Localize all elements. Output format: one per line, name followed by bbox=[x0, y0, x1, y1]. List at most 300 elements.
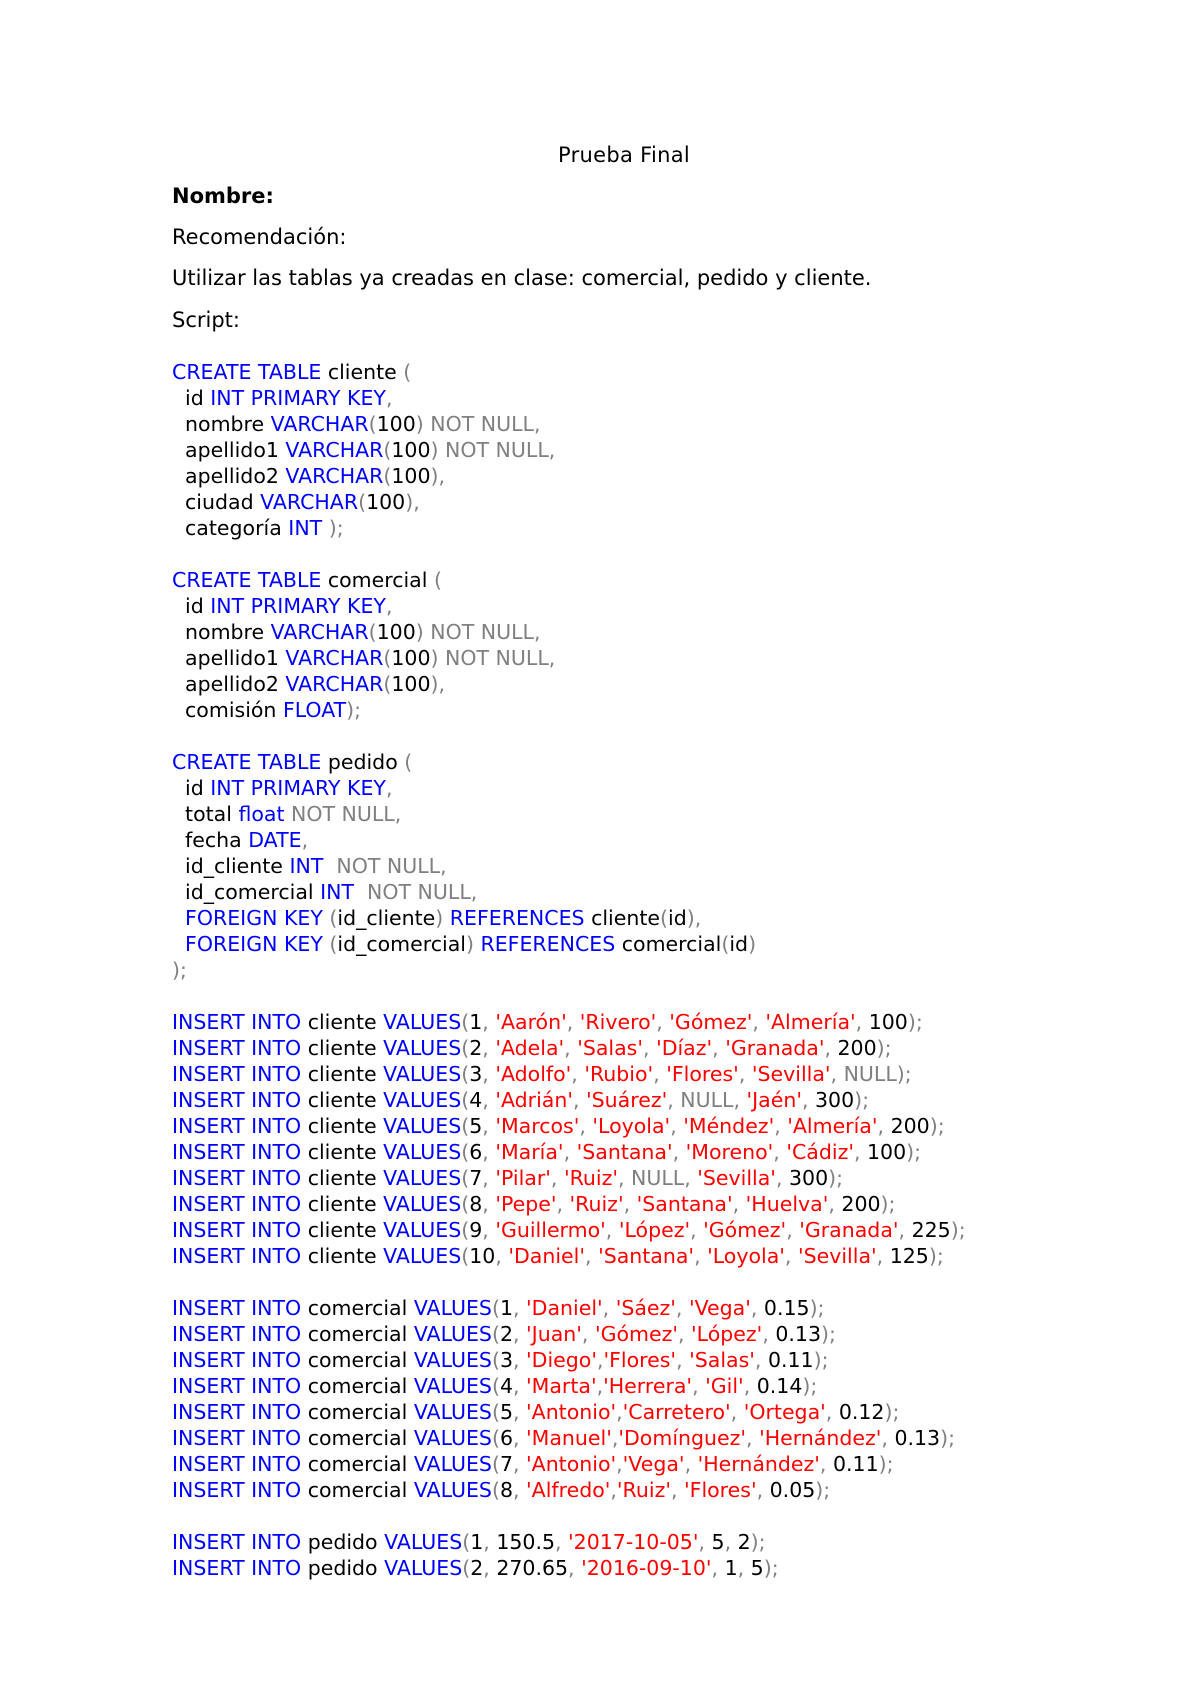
code-token: , bbox=[855, 1010, 869, 1034]
code-token: 'Santana' bbox=[636, 1192, 733, 1216]
code-token: , bbox=[670, 1478, 685, 1502]
code-token: 1 bbox=[470, 1530, 484, 1554]
code-token: 300 bbox=[789, 1166, 829, 1190]
code-token: INT PRIMARY KEY bbox=[210, 386, 386, 410]
code-token: 270.65 bbox=[496, 1556, 569, 1580]
code-token: 7 bbox=[499, 1452, 513, 1476]
code-token: 100 bbox=[366, 490, 406, 514]
code-token: 200 bbox=[841, 1192, 881, 1216]
code-token: , bbox=[585, 1244, 599, 1268]
code-token: ( bbox=[461, 1062, 470, 1086]
code-token: ( bbox=[383, 672, 392, 696]
code-token: ); bbox=[802, 1374, 818, 1398]
code-token: float bbox=[238, 802, 285, 826]
code-token: id_cliente bbox=[337, 906, 436, 930]
code-token: , bbox=[698, 1530, 712, 1554]
code-token: , bbox=[653, 1062, 667, 1086]
code-token: 'Carretero' bbox=[622, 1400, 731, 1424]
code-token: , bbox=[568, 1556, 582, 1580]
code-token: 'Flores' bbox=[684, 1478, 757, 1502]
code-token: , bbox=[482, 1166, 496, 1190]
code-token: , bbox=[564, 1036, 578, 1060]
code-token: , bbox=[738, 1062, 752, 1086]
code-token: ( bbox=[721, 932, 730, 956]
code-token: , bbox=[775, 1166, 789, 1190]
code-token: VALUES bbox=[383, 1192, 462, 1216]
code-token: , bbox=[596, 1348, 604, 1372]
code-token: , bbox=[495, 1244, 509, 1268]
code-token: 'Gil' bbox=[705, 1374, 744, 1398]
code-token: , bbox=[876, 1244, 890, 1268]
code-token: , bbox=[482, 1088, 496, 1112]
code-blank-line bbox=[172, 983, 966, 1009]
code-token: VALUES bbox=[383, 1218, 462, 1242]
code-token: , bbox=[898, 1218, 912, 1242]
code-token: comercial bbox=[301, 1478, 414, 1502]
code-token: apellido1 bbox=[172, 646, 286, 670]
code-token: 4 bbox=[499, 1374, 513, 1398]
code-token: , bbox=[512, 1322, 527, 1346]
code-token: 225 bbox=[911, 1218, 951, 1242]
code-token: ); bbox=[809, 1296, 825, 1320]
code-token: 'Adela' bbox=[495, 1036, 565, 1060]
code-token: INSERT INTO bbox=[172, 1036, 302, 1060]
code-token: 'Ruiz' bbox=[616, 1478, 671, 1502]
code-token: 0.12 bbox=[838, 1400, 885, 1424]
code-token: 'Cádiz' bbox=[786, 1140, 854, 1164]
code-token: , bbox=[746, 1426, 760, 1450]
code-token: 100 bbox=[376, 620, 416, 644]
code-line bbox=[172, 1139, 966, 1165]
code-line bbox=[172, 697, 966, 723]
code-token: ( bbox=[358, 490, 367, 514]
code-token: , bbox=[482, 1114, 496, 1138]
code-token: ( bbox=[461, 1036, 470, 1060]
code-token: INSERT INTO bbox=[172, 1556, 302, 1580]
code-token: id_cliente bbox=[172, 854, 290, 878]
code-token: 'Manuel' bbox=[526, 1426, 612, 1450]
code-token: 100 bbox=[868, 1010, 908, 1034]
code-token: 6 bbox=[499, 1426, 513, 1450]
code-token: 'Guillermo' bbox=[495, 1218, 606, 1242]
code-token: apellido2 bbox=[172, 672, 286, 696]
code-token: cliente bbox=[321, 360, 404, 384]
code-token: ); bbox=[815, 1478, 831, 1502]
code-line bbox=[172, 775, 966, 801]
code-token: CREATE TABLE bbox=[172, 750, 322, 774]
code-token: 'Daniel' bbox=[526, 1296, 603, 1320]
code-token: 'Ortega' bbox=[743, 1400, 826, 1424]
code-token: 'Vega' bbox=[622, 1452, 685, 1476]
code-line bbox=[172, 1321, 966, 1347]
code-token: VALUES bbox=[413, 1452, 492, 1476]
code-token: , bbox=[643, 1036, 657, 1060]
code-token: VALUES bbox=[384, 1556, 463, 1580]
code-token: ( bbox=[491, 1478, 500, 1502]
code-token: fecha bbox=[172, 828, 249, 852]
code-token: , bbox=[824, 1036, 838, 1060]
code-token: ciudad bbox=[172, 490, 261, 514]
code-token: , bbox=[756, 1478, 770, 1502]
code-token: 5 bbox=[499, 1400, 513, 1424]
code-token: ); bbox=[928, 1244, 944, 1268]
code-token: 'Huelva' bbox=[745, 1192, 829, 1216]
code-token: 'Herrera' bbox=[603, 1374, 693, 1398]
code-token: , bbox=[877, 1114, 891, 1138]
code-token: , bbox=[676, 1348, 690, 1372]
code-token: ); bbox=[750, 1530, 766, 1554]
code-token: ( bbox=[461, 1010, 470, 1034]
code-line bbox=[172, 1529, 966, 1555]
code-token: ( bbox=[461, 1244, 470, 1268]
code-token: CREATE TABLE bbox=[172, 568, 322, 592]
code-line bbox=[172, 1555, 966, 1581]
code-token: 'Marta' bbox=[526, 1374, 597, 1398]
code-line bbox=[172, 1373, 966, 1399]
code-token: 'Salas' bbox=[689, 1348, 755, 1372]
code-token: VARCHAR bbox=[270, 620, 369, 644]
code-token: comercial bbox=[301, 1400, 414, 1424]
code-token: INSERT INTO bbox=[172, 1140, 302, 1164]
code-token: 'Moreno' bbox=[685, 1140, 774, 1164]
code-token: 'Granada' bbox=[799, 1218, 899, 1242]
code-token: , bbox=[482, 1192, 496, 1216]
instruction-text: Utilizar las tablas ya creadas en clase: comercial, pedido y cliente. bbox=[172, 266, 872, 290]
code-token: , bbox=[482, 1218, 496, 1242]
code-token: , bbox=[784, 1244, 798, 1268]
code-token: , bbox=[656, 1010, 670, 1034]
code-token: 'Daniel' bbox=[508, 1244, 586, 1268]
code-token: 'Gómez' bbox=[703, 1218, 787, 1242]
code-token: , bbox=[801, 1088, 816, 1112]
code-token: 5 bbox=[711, 1530, 725, 1554]
code-token: INSERT INTO bbox=[172, 1062, 302, 1086]
code-token: ( bbox=[461, 1192, 470, 1216]
code-line bbox=[172, 1087, 966, 1113]
code-token: , bbox=[711, 1556, 725, 1580]
code-token: cliente bbox=[301, 1036, 384, 1060]
code-token: comercial bbox=[301, 1322, 414, 1346]
code-token: nombre bbox=[172, 620, 271, 644]
code-token: , NULL, bbox=[667, 1088, 747, 1112]
code-token: ); bbox=[763, 1556, 779, 1580]
code-token: 'Santana' bbox=[598, 1244, 695, 1268]
code-token: FOREIGN KEY bbox=[185, 932, 323, 956]
code-token: ( bbox=[383, 464, 392, 488]
code-token: comercial bbox=[321, 568, 434, 592]
code-token: , bbox=[675, 1296, 689, 1320]
code-token: VALUES bbox=[413, 1374, 492, 1398]
code-token: , bbox=[512, 1296, 527, 1320]
code-token: 1 bbox=[724, 1556, 738, 1580]
code-token: ( bbox=[322, 906, 338, 930]
code-token: , bbox=[611, 1426, 619, 1450]
code-token: 'Sevilla' bbox=[697, 1166, 776, 1190]
code-token: VARCHAR bbox=[270, 412, 369, 436]
code-token: 100 bbox=[391, 464, 431, 488]
code-token: , bbox=[602, 1296, 616, 1320]
name-label: Nombre: bbox=[172, 184, 274, 208]
code-blank-line bbox=[172, 723, 966, 749]
code-token: INSERT INTO bbox=[172, 1426, 302, 1450]
code-token: INSERT INTO bbox=[172, 1114, 302, 1138]
code-line bbox=[172, 905, 966, 931]
code-token: , bbox=[737, 1556, 751, 1580]
code-token: ( bbox=[383, 438, 392, 462]
code-line bbox=[172, 1425, 966, 1451]
code-token: pedido bbox=[301, 1530, 385, 1554]
code-token: ( bbox=[491, 1322, 500, 1346]
code-token: , bbox=[512, 1374, 527, 1398]
code-token: ); bbox=[880, 1192, 896, 1216]
code-token: cliente bbox=[301, 1218, 384, 1242]
script-label: Script: bbox=[172, 308, 240, 332]
code-token: , bbox=[512, 1478, 527, 1502]
code-token: VALUES bbox=[384, 1530, 463, 1554]
code-token: pedido bbox=[301, 1556, 385, 1580]
code-token: VALUES bbox=[383, 1114, 462, 1138]
code-token: ); bbox=[929, 1114, 945, 1138]
code-token: INT PRIMARY KEY bbox=[210, 776, 386, 800]
code-token: , bbox=[616, 1452, 623, 1476]
code-line bbox=[172, 645, 966, 671]
code-token: ); bbox=[813, 1348, 829, 1372]
code-line bbox=[172, 671, 966, 697]
code-token: INSERT INTO bbox=[172, 1218, 302, 1242]
code-token: cliente bbox=[301, 1166, 384, 1190]
code-token: 'Sevilla' bbox=[751, 1062, 831, 1086]
code-token: 0.13 bbox=[894, 1426, 941, 1450]
code-token: , bbox=[670, 1114, 684, 1138]
code-token: , bbox=[555, 1530, 569, 1554]
code-token: , bbox=[563, 1140, 577, 1164]
code-token: DATE bbox=[248, 828, 302, 852]
code-token: 'Adolfo' bbox=[495, 1062, 572, 1086]
code-token: , bbox=[610, 1478, 617, 1502]
code-token: , bbox=[690, 1218, 704, 1242]
code-token: , bbox=[752, 1010, 766, 1034]
code-token: ( bbox=[461, 1088, 470, 1112]
code-token: INSERT INTO bbox=[172, 1088, 302, 1112]
code-line bbox=[172, 1035, 966, 1061]
code-token: 100 bbox=[391, 646, 431, 670]
code-token: 0.15 bbox=[763, 1296, 810, 1320]
code-token: 'Domínguez' bbox=[618, 1426, 747, 1450]
code-token: 'Ruiz' bbox=[563, 1166, 619, 1190]
code-line bbox=[172, 619, 966, 645]
code-token bbox=[172, 932, 185, 956]
code-token: ), bbox=[405, 490, 420, 514]
code-token: 'Flores' bbox=[666, 1062, 739, 1086]
code-token: , bbox=[572, 1088, 587, 1112]
code-token: , bbox=[678, 1322, 692, 1346]
code-token: 'Gómez' bbox=[594, 1322, 678, 1346]
code-token: INSERT INTO bbox=[172, 1452, 302, 1476]
code-token: 'Rubio' bbox=[584, 1062, 654, 1086]
code-token: ), bbox=[430, 672, 446, 696]
code-token: 'Vega' bbox=[688, 1296, 751, 1320]
code-token: , bbox=[786, 1218, 800, 1242]
code-token: 'Loyola' bbox=[592, 1114, 671, 1138]
code-token: ( bbox=[383, 646, 392, 670]
code-token: 'Loyola' bbox=[707, 1244, 785, 1268]
code-token: 'Adrián' bbox=[495, 1088, 573, 1112]
code-token: 200 bbox=[837, 1036, 877, 1060]
code-token: INSERT INTO bbox=[172, 1374, 302, 1398]
code-token: comercial bbox=[301, 1374, 414, 1398]
code-token: 2 bbox=[469, 1036, 483, 1060]
code-token: , NULL, bbox=[618, 1166, 698, 1190]
code-line bbox=[172, 827, 966, 853]
code-token: apellido1 bbox=[172, 438, 286, 462]
code-token: cliente bbox=[301, 1088, 384, 1112]
code-token: , bbox=[512, 1348, 527, 1372]
code-token: , bbox=[743, 1374, 757, 1398]
code-token: REFERENCES bbox=[480, 932, 616, 956]
code-token: ( bbox=[491, 1348, 500, 1372]
code-token: , bbox=[881, 1426, 895, 1450]
code-token: , bbox=[512, 1452, 527, 1476]
code-token: , bbox=[694, 1244, 708, 1268]
code-token bbox=[172, 906, 185, 930]
code-token: ( bbox=[462, 1556, 471, 1580]
code-token: , bbox=[819, 1452, 833, 1476]
code-token: INT PRIMARY KEY bbox=[210, 594, 386, 618]
code-token: apellido2 bbox=[172, 464, 286, 488]
code-token: VALUES bbox=[383, 1140, 462, 1164]
code-token: ); bbox=[821, 1322, 836, 1346]
code-token: , bbox=[616, 1400, 623, 1424]
code-blank-line bbox=[172, 1269, 966, 1295]
code-token: 0.11 bbox=[832, 1452, 879, 1476]
code-token: INSERT INTO bbox=[172, 1166, 302, 1190]
code-token: ( bbox=[461, 1218, 470, 1242]
code-token: 'Díaz' bbox=[656, 1036, 713, 1060]
code-token: '2016-09-10' bbox=[581, 1556, 712, 1580]
code-token: id_comercial bbox=[172, 880, 321, 904]
code-token: ( bbox=[461, 1166, 470, 1190]
code-token: 100 bbox=[867, 1140, 907, 1164]
code-line bbox=[172, 463, 966, 489]
code-token: 'Diego' bbox=[526, 1348, 597, 1372]
code-token: 200 bbox=[890, 1114, 930, 1138]
code-token: VALUES bbox=[383, 1088, 462, 1112]
code-token: , bbox=[482, 1140, 496, 1164]
code-token: VALUES bbox=[383, 1244, 462, 1268]
code-token: 'Pilar' bbox=[495, 1166, 551, 1190]
code-token: , bbox=[730, 1400, 744, 1424]
code-token: VALUES bbox=[413, 1322, 492, 1346]
code-token: 5 bbox=[469, 1114, 483, 1138]
code-token: REFERENCES bbox=[449, 906, 585, 930]
code-token: ); bbox=[940, 1426, 955, 1450]
code-line bbox=[172, 957, 966, 983]
code-line bbox=[172, 1217, 966, 1243]
code-token: ( bbox=[433, 568, 442, 592]
code-token: ); bbox=[907, 1010, 923, 1034]
code-token: VALUES bbox=[383, 1166, 462, 1190]
code-token: , bbox=[605, 1218, 619, 1242]
code-token: ( bbox=[403, 360, 412, 384]
code-token: VALUES bbox=[383, 1036, 462, 1060]
code-token: , bbox=[571, 1062, 585, 1086]
code-token: 5 bbox=[750, 1556, 764, 1580]
code-token: , bbox=[482, 1036, 496, 1060]
code-line bbox=[172, 1113, 966, 1139]
code-token: VARCHAR bbox=[260, 490, 359, 514]
code-token: id bbox=[729, 932, 749, 956]
code-token: , bbox=[301, 828, 309, 852]
code-line bbox=[172, 489, 966, 515]
code-token: total bbox=[172, 802, 239, 826]
code-token: comercial bbox=[301, 1348, 414, 1372]
code-token: comisión bbox=[172, 698, 283, 722]
code-line bbox=[172, 1347, 966, 1373]
code-token: 'Alfredo' bbox=[526, 1478, 611, 1502]
code-token: ) NOT NULL, bbox=[415, 620, 541, 644]
code-token: ( bbox=[368, 412, 377, 436]
code-token: 10 bbox=[469, 1244, 496, 1268]
code-token: 'Ruiz' bbox=[569, 1192, 624, 1216]
code-token: 'Marcos' bbox=[495, 1114, 580, 1138]
code-line bbox=[172, 411, 966, 437]
code-token: nombre bbox=[172, 412, 271, 436]
code-token: 'Suárez' bbox=[586, 1088, 668, 1112]
code-token: , bbox=[482, 1062, 496, 1086]
code-line bbox=[172, 567, 966, 593]
code-token: 1 bbox=[499, 1296, 513, 1320]
code-token: INSERT INTO bbox=[172, 1478, 302, 1502]
code-token: INT bbox=[289, 854, 324, 878]
code-token: 'Rivero' bbox=[579, 1010, 657, 1034]
code-line bbox=[172, 801, 966, 827]
code-token: ) bbox=[748, 932, 757, 956]
code-line bbox=[172, 1451, 966, 1477]
code-line bbox=[172, 931, 966, 957]
code-blank-line bbox=[172, 541, 966, 567]
code-token: 0.13 bbox=[775, 1322, 822, 1346]
code-token: VALUES bbox=[413, 1296, 492, 1320]
code-token: INSERT INTO bbox=[172, 1348, 302, 1372]
code-token: INSERT INTO bbox=[172, 1400, 302, 1424]
code-token: , bbox=[581, 1322, 595, 1346]
code-token: VALUES bbox=[383, 1062, 462, 1086]
code-token: 1 bbox=[469, 1010, 483, 1034]
code-token: , bbox=[750, 1296, 764, 1320]
code-token: ( bbox=[462, 1530, 471, 1554]
code-token: ); bbox=[884, 1400, 900, 1424]
code-token: NOT NULL, bbox=[284, 802, 402, 826]
code-token: , bbox=[828, 1192, 842, 1216]
code-token: ); bbox=[346, 698, 362, 722]
code-token: ) bbox=[465, 932, 481, 956]
code-token: ( bbox=[404, 750, 413, 774]
code-token: cliente bbox=[301, 1062, 384, 1086]
code-token: cliente bbox=[301, 1114, 384, 1138]
code-token: 'Almería' bbox=[787, 1114, 878, 1138]
code-token: ); bbox=[172, 958, 187, 982]
recommendation-label: Recomendación: bbox=[172, 225, 347, 249]
code-token: 9 bbox=[469, 1218, 483, 1242]
code-token: , bbox=[512, 1426, 527, 1450]
code-token: 'Almería' bbox=[765, 1010, 856, 1034]
code-token: , bbox=[762, 1322, 776, 1346]
code-token: cliente bbox=[301, 1010, 384, 1034]
code-token: ( bbox=[491, 1296, 500, 1320]
code-token: , bbox=[825, 1400, 839, 1424]
code-token: 4 bbox=[469, 1088, 483, 1112]
code-token: ( bbox=[491, 1426, 500, 1450]
